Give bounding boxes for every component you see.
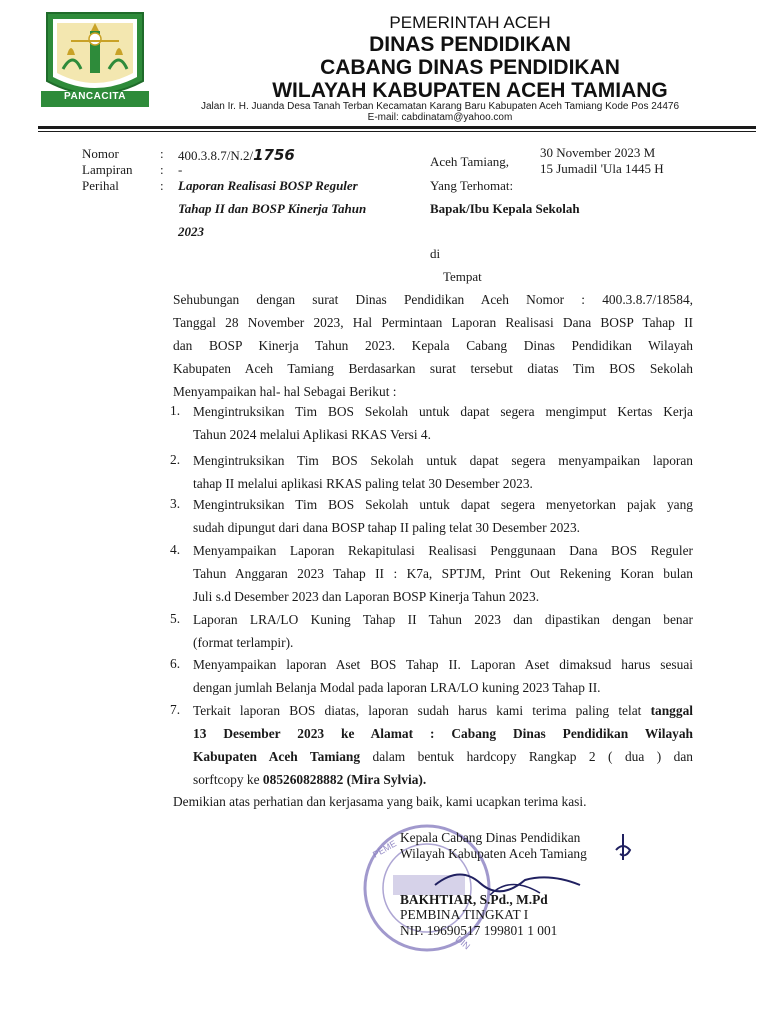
di: di: [430, 246, 441, 261]
perihal-line-2: Tahap II dan BOSP Kinerja Tahun: [178, 201, 367, 216]
item-line: Mengintruksikan Tim BOS Sekolah untuk dapat segera mengimput Kertas Kerja: [193, 404, 693, 419]
header-rule-thick: [38, 126, 756, 129]
list-item: [193, 400, 693, 446]
perihal-colon: :: [160, 178, 164, 193]
item7-bold: Kabupaten Aceh Tamiang: [193, 749, 361, 764]
item-line: [193, 745, 693, 768]
intro-line: Sehubungan dengan surat Dinas Pendidikan Aceh Nomor : 400.3.8.7/18584,: [173, 292, 693, 307]
item-line: Mengintruksikan Tim BOS Sekolah untuk dapat segera menyetorkan pajak yang: [193, 497, 693, 512]
list-item: [193, 653, 693, 699]
logo-caption: PANCACITA: [64, 91, 126, 102]
header-email: E-mail: cabdinatam@yahoo.com: [367, 112, 513, 123]
item-line: Tahun 2024 melalui Aplikasi RKAS Versi 4.: [193, 427, 431, 442]
header-government: PEMERINTAH ACEH: [389, 13, 551, 32]
list-item: [193, 539, 693, 608]
item-line: Mengintruksikan Tim BOS Sekolah untuk dapat segera menyampaikan laporan: [193, 453, 693, 468]
list-item: [193, 449, 693, 495]
header-branch: CABANG DINAS PENDIDIKAN: [320, 56, 620, 79]
list-item: [193, 493, 693, 539]
item-line: Menyampaikan laporan Aset BOS Tahap II. Laporan Aset dimaksud harus sesuai: [193, 657, 693, 672]
item-line: Laporan LRA/LO Kuning Tahap II Tahun 2023 dan dipastikan dengan benar: [193, 612, 693, 627]
nomor-value: [178, 146, 295, 164]
date-hijri: 15 Jumadil 'Ula 1445 H: [540, 161, 664, 176]
item-line: [193, 768, 693, 791]
lampiran-colon: :: [160, 162, 164, 177]
header-region: WILAYAH KABUPATEN ACEH TAMIANG: [272, 79, 668, 102]
list-item: [193, 608, 693, 654]
svg-text:DIN: DIN: [453, 933, 473, 952]
intro-line: Kabupaten Aceh Tamiang Berdasarkan surat tersebut diatas Tim BOS Sekolah: [173, 361, 693, 376]
perihal-line-3: 2023: [178, 224, 204, 239]
closing-paragraph: Demikian atas perhatian dan kerjasama yang baik, kami ucapkan terima kasi.: [173, 794, 587, 809]
item-line: [193, 699, 693, 722]
date-gregorian: 30 November 2023 M: [540, 145, 656, 160]
item-number: 3.: [170, 496, 181, 511]
intro-paragraph: [173, 288, 693, 403]
header-agency: DINAS PENDIDIKAN: [369, 33, 571, 56]
signer-nip: NIP. 19690517 199801 1 001: [400, 923, 558, 938]
item7-text: Terkait laporan BOS diatas, laporan sudah harus kami terima paling telat: [193, 703, 651, 718]
item-line: sudah dipungut dari dana BOSP tahap II paling telat 30 Desember 2023.: [193, 520, 581, 535]
header-address: Jalan Ir. H. Juanda Desa Tanah Terban Kecamatan Karang Baru Kabupaten Aceh Tamiang Kode Pos 24476: [200, 101, 680, 112]
item-line: tahap II melalui aplikasi RKAS paling telat 30 Desember 2023.: [193, 476, 533, 491]
place: Aceh Tamiang,: [430, 154, 509, 169]
tempat: Tempat: [443, 269, 482, 284]
nomor-colon: :: [160, 146, 164, 161]
item-line: Juli s.d Desember 2023 dan Laporan BOSP Kinerja Tahun 2023.: [193, 589, 540, 604]
item-number: 6.: [170, 656, 181, 671]
perihal-label: Perihal: [82, 178, 119, 193]
initial-mark: [612, 832, 634, 862]
signer-title-1: Kepala Cabang Dinas Pendidikan: [400, 830, 581, 845]
item-line: (format terlampir).: [193, 635, 294, 650]
to-recipient: Bapak/Ibu Kepala Sekolah: [430, 201, 580, 216]
item7-bold: tanggal: [650, 703, 693, 718]
item-line: Menyampaikan Laporan Rekapitulasi Realisasi Penggunaan Dana BOS Reguler: [193, 543, 693, 558]
intro-line: Tanggal 28 November 2023, Hal Permintaan Laporan Realisasi Dana BOSP Tahap II: [173, 315, 693, 330]
perihal-line-1: Laporan Realisasi BOSP Reguler: [178, 178, 358, 193]
header-rule-thin: [38, 131, 756, 132]
item7-text: sorftcopy ke: [193, 772, 263, 787]
intro-line: dan BOSP Kinerja Tahun 2023. Kepala Cabang Dinas Pendidikan Wilayah: [173, 338, 693, 353]
lampiran-label: Lampiran: [82, 162, 133, 177]
item7-contact: 085260828882 (Mira Sylvia).: [262, 772, 427, 787]
intro-line: Menyampaikan hal- hal Sebagai Berikut :: [173, 384, 397, 399]
item-number: 5.: [170, 611, 181, 626]
list-item: [193, 699, 693, 791]
item7-text: dalam bentuk hardcopy Rangkap 2 ( dua ) dan: [360, 749, 694, 764]
nomor-number: 400.3.8.7/N.2/: [178, 148, 254, 163]
item-line: dengan jumlah Belanja Modal pada laporan LRA/LO kuning 2023 Tahap II.: [193, 680, 601, 695]
nomor-handwritten: 1756: [253, 146, 295, 164]
item-line: Tahun Anggaran 2023 Tahap II : K7a, SPTJM, Print Out Rekening Koran bulan: [193, 566, 693, 581]
item-number: 1.: [170, 403, 181, 418]
item-number: 4.: [170, 542, 181, 557]
signer-title-2: Wilayah Kabupaten Aceh Tamiang: [400, 846, 587, 861]
nomor-label: Nomor: [82, 146, 119, 161]
to-label: Yang Terhomat:: [430, 178, 514, 193]
item-number: 7.: [170, 702, 181, 717]
lampiran-value: -: [178, 162, 183, 177]
svg-text:PEME: PEME: [371, 838, 399, 860]
item-number: 2.: [170, 452, 181, 467]
item7-address: 13 Desember 2023 ke Alamat : Cabang Dinas Pendidikan Wilayah: [193, 726, 693, 741]
signer-rank: PEMBINA TINGKAT I: [400, 907, 529, 922]
signer-name: BAKHTIAR, S.Pd., M.Pd: [400, 892, 548, 907]
